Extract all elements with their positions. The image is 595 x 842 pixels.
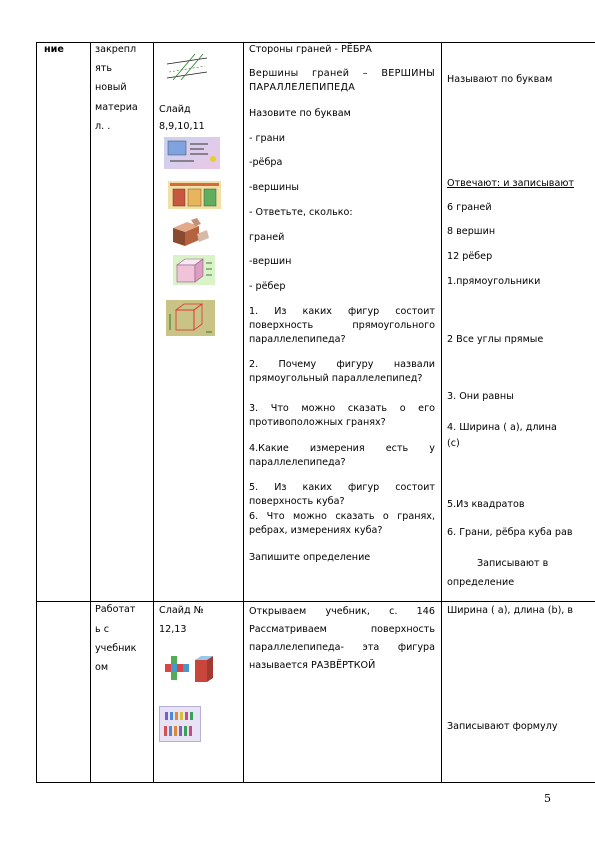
question-3: 3. Что можно сказать о его противоположных гранях? xyxy=(249,403,435,428)
row1-activity-line: л. . xyxy=(95,121,111,132)
text-line: Запишите определение xyxy=(249,552,371,563)
answer-line: 6 граней xyxy=(447,202,492,213)
slide-10-thumbnail xyxy=(167,218,211,248)
text-line: - рёбер xyxy=(249,281,286,292)
slide-8-thumbnail xyxy=(164,137,220,169)
question-1: 1. Из каких фигур состоит поверхность прямоугольного параллелепипеда? xyxy=(249,306,435,345)
table-divider-3 xyxy=(243,42,244,783)
row1-slide-label: Слайд xyxy=(159,104,191,115)
answer-line: Отвечают: и записывают xyxy=(447,178,575,189)
row1-activity-line: новый xyxy=(95,82,127,93)
slide-11-thumbnail xyxy=(173,255,215,285)
text-line: -вершин xyxy=(249,256,292,267)
answer-line: 4. Ширина ( а), длина xyxy=(447,422,557,433)
row2-activity-line: Работат xyxy=(95,604,136,615)
answer-line: 6. Грани, рёбра куба рав xyxy=(447,527,573,538)
answer-line: 12 рёбер xyxy=(447,251,493,262)
row2-slide-numbers: 12,13 xyxy=(159,624,187,635)
row2-teacher-activity: Открываем учебник, с. 146 Рассматриваем поверхность параллелепипеда- эта фигура называется РАЗВЁРТКОЙ xyxy=(249,606,435,671)
row2-activity-line: ь с xyxy=(95,624,109,635)
answer-line: 2 Все углы прямые xyxy=(447,334,544,345)
row1-activity-line: закрепл xyxy=(95,44,137,55)
answer-line: Записывают формулу xyxy=(447,721,558,732)
answer-line: Ширина ( а), длина (b), в xyxy=(447,605,574,616)
text-line: Назовите по буквам xyxy=(249,108,351,119)
answer-line: Записывают в xyxy=(477,558,549,569)
row2-activity-line: ом xyxy=(95,662,109,673)
question-2: 2. Почему фигуру назвали прямоугольный параллелепипед? xyxy=(249,359,435,384)
slide-13-thumbnail xyxy=(159,706,201,742)
row1-activity-line: ять xyxy=(95,63,113,74)
text-line: -рёбра xyxy=(249,157,283,168)
answer-line: 1.прямоугольники xyxy=(447,276,541,287)
slide-12-thumbnail xyxy=(166,300,215,336)
answer-line: Называют по буквам xyxy=(447,74,553,85)
question-4: 4.Какие измерения есть у параллелепипеда? xyxy=(249,443,435,468)
table-border-bottom xyxy=(36,782,595,783)
text-line: - Ответьте, сколько: xyxy=(249,207,353,218)
row2-slide-label: Слайд № xyxy=(159,605,204,616)
parallel-lines-sketch-image xyxy=(165,52,209,82)
question-6: 6. Что можно сказать о гранях, ребрах, измерениях куба? xyxy=(249,511,435,536)
row1-activity-line: материа xyxy=(95,102,138,113)
answer-line: 8 вершин xyxy=(447,226,496,237)
question-5: 5. Из каких фигур состоит поверхность куба? xyxy=(249,482,435,507)
text-paragraph: Вершины граней – ВЕРШИНЫ ПАРАЛЛЕЛЕПИПЕДА xyxy=(249,68,435,93)
answer-line: определение xyxy=(447,577,515,588)
net-of-cuboid-image xyxy=(163,652,215,684)
page-number: 5 xyxy=(544,792,551,805)
table-divider-4 xyxy=(441,42,442,783)
answer-line: 3. Они равны xyxy=(447,391,514,402)
text-line: граней xyxy=(249,232,285,243)
text-line: Стороны граней - РЁБРА xyxy=(249,44,372,55)
table-border-left xyxy=(36,42,37,783)
row1-slide-numbers: 8,9,10,11 xyxy=(159,121,205,132)
table-divider-2 xyxy=(153,42,154,783)
row2-activity-line: учебник xyxy=(95,643,137,654)
text-line: - грани xyxy=(249,133,286,144)
row1-stage-label: ние xyxy=(44,44,64,55)
table-divider-1 xyxy=(90,42,91,783)
slide-9-thumbnail xyxy=(168,181,221,209)
answer-line: 5.Из квадратов xyxy=(447,499,525,510)
answer-line: (с) xyxy=(447,438,460,449)
text-line: -вершины xyxy=(249,182,299,193)
